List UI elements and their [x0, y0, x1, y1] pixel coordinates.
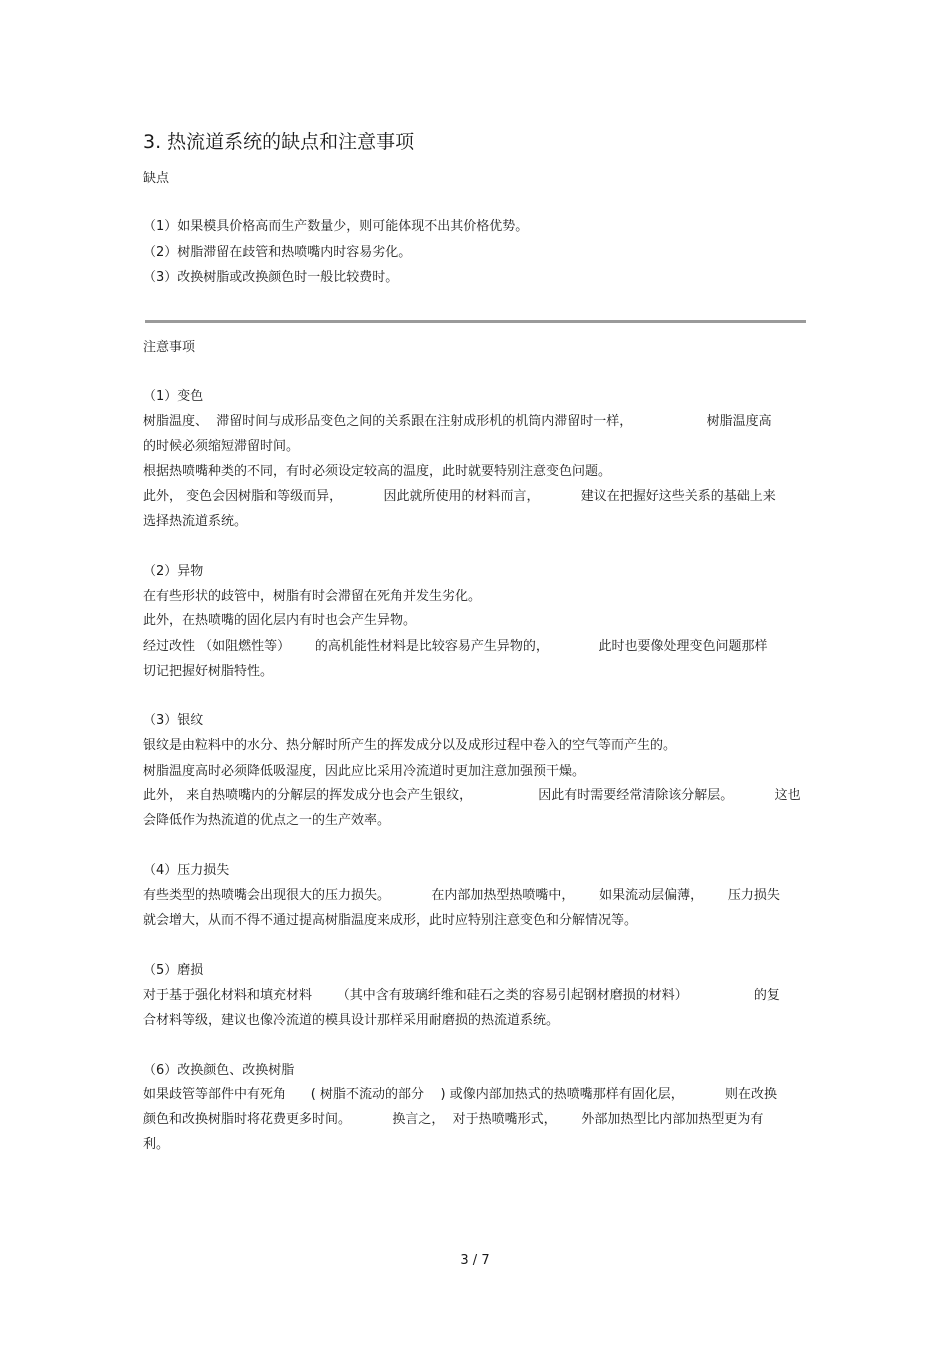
- paragraph-line: 根据热喷嘴种类的不同，有时必须设定较高的温度，此时就要特别注意变色问题。: [143, 464, 612, 479]
- note-heading-pressure-loss: （4）压力损失: [143, 863, 230, 878]
- paragraph-line: 树脂温度高时必须降低吸湿度，因此应比采用冷流道时更加注意加强预干燥。: [143, 764, 586, 779]
- paragraph-line: 会降低作为热流道的优点之一的生产效率。: [143, 813, 391, 828]
- paragraph-line: 在有些形状的歧管中，树脂有时会滞留在死角并发生劣化。: [143, 589, 482, 604]
- disadvantage-item-3: （3）改换树脂或改换颜色时一般比较费时。: [143, 270, 399, 285]
- paragraph-line: 银纹是由粒料中的水分、热分解时所产生的挥发成分以及成形过程中卷入的空气等而产生的。: [143, 738, 677, 753]
- section-title: 3. 热流道系统的缺点和注意事项: [143, 131, 415, 153]
- paragraph-line: 如果歧管等部件中有死角 ( 树脂不流动的部分 ) 或像内部加热式的热喷嘴那样有固化层， 则在改换: [143, 1087, 778, 1102]
- paragraph-line: 选择热流道系统。: [143, 514, 248, 529]
- disadvantages-heading: 缺点: [143, 171, 170, 186]
- paragraph-line: 经过改性 （如阻燃性等） 的高机能性材料是比较容易产生异物的， 此时也要像处理变色问题那样: [143, 639, 768, 654]
- paragraph-line: 切记把握好树脂特性。: [143, 664, 274, 679]
- page-number: 3 / 7: [460, 1253, 490, 1268]
- note-heading-color-resin-change: （6）改换颜色、改换树脂: [143, 1063, 295, 1078]
- paragraph-line: 利。: [143, 1137, 170, 1152]
- paragraph-line: 颜色和改换树脂时将花费更多时间。 换言之， 对于热喷嘴形式， 外部加热型比内部加热型更为有: [143, 1112, 764, 1127]
- paragraph-line: 有些类型的热喷嘴会出现很大的压力损失。 在内部加热型热喷嘴中， 如果流动层偏薄， 压力损失: [143, 888, 780, 903]
- note-heading-foreign-matter: （2）异物: [143, 564, 204, 579]
- divider-line: [145, 320, 806, 323]
- notes-heading: 注意事项: [143, 340, 196, 355]
- paragraph-line: 此外， 来自热喷嘴内的分解层的挥发成分也会产生银纹， 因此有时需要经常清除该分解层。 这也: [143, 788, 801, 803]
- paragraph-line: 对于基于强化材料和填充材料 （其中含有玻璃纤维和硅石之类的容易引起钢材磨损的材料） 的复: [143, 988, 780, 1003]
- disadvantage-item-2: （2）树脂滞留在歧管和热喷嘴内时容易劣化。: [143, 245, 412, 260]
- paragraph-line: 合材料等级，建议也像冷流道的模具设计那样采用耐磨损的热流道系统。: [143, 1013, 560, 1028]
- note-heading-discoloration: （1）变色: [143, 389, 204, 404]
- paragraph-line: 树脂温度、 滞留时间与成形品变色之间的关系跟在注射成形机的机筒内滞留时一样， 树脂温度高: [143, 414, 772, 429]
- paragraph-line: 此外，在热喷嘴的固化层内有时也会产生异物。: [143, 613, 417, 628]
- paragraph-line: 就会增大，从而不得不通过提高树脂温度来成形，此时应特别注意变色和分解情况等。: [143, 913, 638, 928]
- note-heading-silver-streaks: （3）银纹: [143, 713, 204, 728]
- paragraph-line: 的时候必须缩短滞留时间。: [143, 439, 300, 454]
- note-heading-wear: （5）磨损: [143, 963, 204, 978]
- disadvantage-item-1: （1）如果模具价格高而生产数量少，则可能体现不出其价格优势。: [143, 219, 529, 234]
- paragraph-line: 此外， 变色会因树脂和等级而异， 因此就所使用的材料而言， 建议在把握好这些关系的基础上来: [143, 489, 776, 504]
